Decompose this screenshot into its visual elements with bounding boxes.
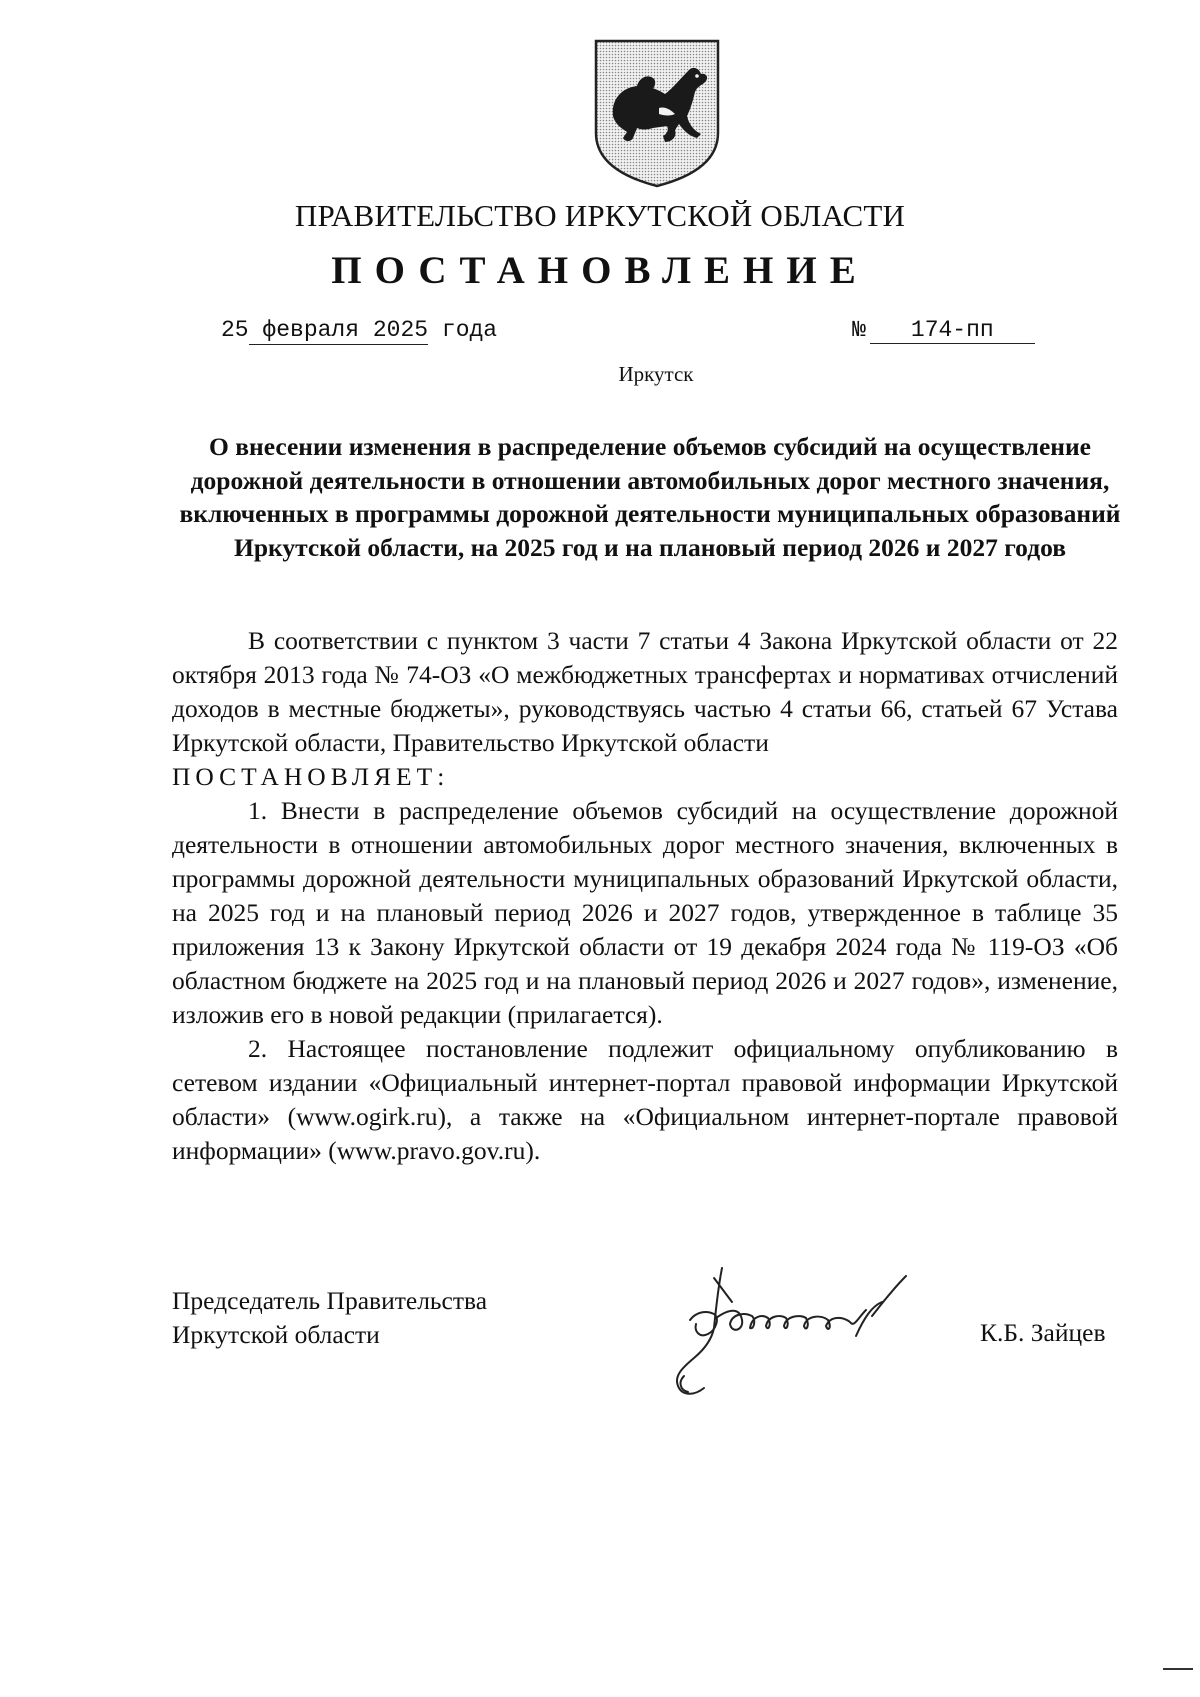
document-number	[852, 317, 1035, 344]
number-value: 174-пп	[870, 317, 1035, 344]
document-type: ПОСТАНОВЛЕНИЕ	[331, 249, 869, 292]
date-year: 2025	[372, 317, 429, 343]
date-suffix: года	[441, 317, 498, 343]
city: Иркутск	[618, 362, 694, 386]
document-title: О внесении изменения в распределение объемов субсидий на осуществление дорожной деятельности в отношении автомобильных дорог местного значения, включенных в программы дорожной деятельности муниципальных образований Иркутской области, на 2025 год и на плановый период 2026 и 2027 годов	[179, 432, 1121, 562]
preamble-paragraph: В соответствии с пунктом 3 части 7 статьи 4 Закона Иркутской области от 22 октября 2013 года № 74-ОЗ «О межбюджетных трансфертах и нормативах отчислений доходов в местные бюджеты», руководствуясь частью 4 статьи 66, статьей 67 Устава Иркутской области, Правительство Иркутской области	[172, 626, 1118, 757]
signatory-position	[172, 1284, 487, 1352]
position-line-1: Председатель Правительства	[172, 1286, 488, 1315]
date-day: 25	[221, 317, 249, 343]
document-date	[221, 317, 497, 343]
signer-name: К.Б. Зайцев	[980, 1318, 1106, 1347]
position-line-2: Иркутской области	[172, 1320, 380, 1349]
number-label: №	[852, 317, 866, 343]
date-month: февраля	[262, 317, 360, 343]
scan-mark	[1163, 1665, 1193, 1673]
handwritten-signature	[660, 1258, 950, 1408]
document-body	[172, 624, 1118, 1168]
resolves-heading: ПОСТАНОВЛЯЕТ:	[172, 762, 450, 791]
government-name: ПРАВИТЕЛЬСТВО ИРКУТСКОЙ ОБЛАСТИ	[294, 198, 906, 233]
item-1-paragraph: 1. Внести в распределение объемов субсидий на осуществление дорожной деятельности в отношении автомобильных дорог местного значения, включенных в программы дорожной деятельности муниципальных образований Иркутской области, на 2025 год и на плановый период 2026 и 2027 годов, утвержденное в таблице 35 приложения 13 к Закону Иркутской области от 19 декабря 2024 года № 119-ОЗ «Об областном бюджете на 2025 год и на плановый период 2026 и 2027 годов», изменение, изложив его в новой редакции (прилагается).	[172, 796, 1118, 1029]
coat-of-arms-icon	[593, 38, 721, 188]
item-2-paragraph: 2. Настоящее постановление подлежит официальному опубликованию в сетевом издании «Официальный интернет-портал правовой информации Иркутской области» (www.ogirk.ru), а также на «Официальном интернет-портале правовой информации» (www.pravo.gov.ru).	[172, 1034, 1118, 1165]
